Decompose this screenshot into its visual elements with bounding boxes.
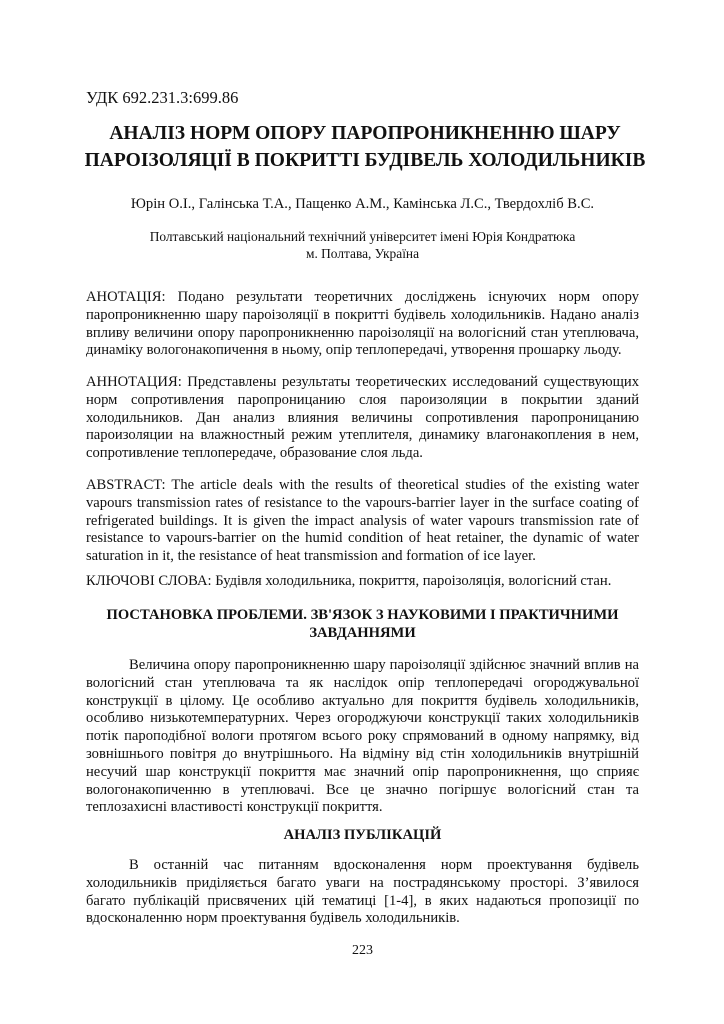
heading-line: ПОСТАНОВКА ПРОБЛЕМИ. ЗВ'ЯЗОК З НАУКОВИМИ І ПРАКТИЧНИМИ bbox=[106, 607, 619, 623]
text-line: паропроникненню шару пароізоляції в покритті будівель холодильників. Надано аналіз bbox=[86, 306, 639, 323]
text-line: АННОТАЦИЯ: Представлены результаты теоретических исследований существующих bbox=[86, 374, 639, 390]
text-line: сопротивление теплопередаче, образование слоя льда. bbox=[86, 445, 423, 462]
affiliation bbox=[86, 229, 639, 262]
text-line: холодильников. Дан анализ влияния величины сопротивления паропроницанию bbox=[86, 409, 639, 426]
text-line: ABSTRACT: The article deals with the results of theoretical studies of the existing water bbox=[86, 477, 639, 493]
text-line: вдосконаленню норм проектування будівель холодильників. bbox=[86, 910, 460, 927]
text-line: зовнішнього повітря до внутрішнього. На відміну від стін холодильників внутрішній bbox=[86, 745, 639, 762]
authors: Юрін О.І., Галінська Т.А., Пащенко А.М., Камінська Л.С., Твердохліб В.С. bbox=[130, 196, 595, 212]
section-heading-publications: АНАЛІЗ ПУБЛІКАЦІЙ bbox=[283, 827, 442, 843]
text-line: несучий шар конструкції покриття має значний опір паропроникнення, що сприяє bbox=[86, 763, 639, 780]
text-line: норм сопротивления паропроницанию слоя пароизоляции в покрытии зданий bbox=[86, 391, 639, 408]
text-line: теплозахисні властивості конструкції покриття. bbox=[86, 799, 383, 816]
text-line: В останній час питанням вдосконалення норм проектування будівель bbox=[129, 857, 639, 873]
page-number: 223 bbox=[352, 943, 373, 958]
text-line: багато публікацій присвячених цій тематиці [1-4], в яких надаються пропозиції по bbox=[86, 892, 639, 909]
text-line: холодильників приділяється багато уваги на пострадянському просторі. З’явилося bbox=[86, 874, 639, 891]
heading-line: ЗАВДАННЯМИ bbox=[309, 624, 416, 641]
text-line: resistance to vapours-barrier on the humid condition of heat retainer, the dynamic of water bbox=[86, 530, 639, 547]
text-line: пароизоляции на влажностный режим утеплителя, динамику влагонакопления в нем, bbox=[86, 427, 639, 444]
section-heading-problem bbox=[86, 607, 639, 643]
text-line: вологісний стан утеплювача та як наслідок опір теплопередачі огороджувальної bbox=[86, 674, 639, 691]
text-line: динаміку вологонакопичення в ньому, опір теплопередачі, утворення прошарку льоду. bbox=[86, 342, 622, 359]
text-line: vapours transmission rates of resistance to the vapours-barrier layer in the surface coating of bbox=[86, 494, 639, 511]
affiliation-university: Полтавський національний технічний університет імені Юрія Кондратюка bbox=[149, 229, 576, 244]
title-line: ПАРОІЗОЛЯЦІЇ В ПОКРИТТІ БУДІВЕЛЬ ХОЛОДИЛЬНИКІВ bbox=[84, 150, 646, 171]
text-line: потік пароподібної вологи протягом всього року спрямований в одному напрямку, від bbox=[86, 728, 639, 745]
abstract-ua bbox=[86, 289, 639, 360]
section-problem-body bbox=[86, 657, 639, 817]
abstract-ru bbox=[86, 374, 639, 463]
affiliation-city: м. Полтава, Україна bbox=[305, 245, 420, 261]
text-line: вологонакопиченню в утеплювачі. Все це значно погіршує вологісний стан та bbox=[86, 781, 639, 798]
abstract-en bbox=[86, 477, 639, 566]
text-line: refrigerated buildings. It is given the impact analysis of water vapours transmission rate of bbox=[86, 512, 639, 529]
text-line: конструкції в цілому. Це особливо актуально для покриття будівель холодильників, bbox=[86, 692, 639, 709]
text-line: АНОТАЦІЯ: Подано результати теоретичних досліджень існуючих норм опору bbox=[86, 289, 639, 305]
keywords: КЛЮЧОВІ СЛОВА: Будівля холодильника, покриття, пароізоляція, вологісний стан. bbox=[86, 573, 612, 589]
text-line: saturation in it, the resistance of heat transmission and formation of ice layer. bbox=[86, 548, 536, 565]
title-line: АНАЛІЗ НОРМ ОПОРУ ПАРОПРОНИКНЕННЮ ШАРУ bbox=[109, 123, 621, 144]
page-title bbox=[70, 120, 660, 174]
text-line: особливо низькотемпературних. Через огороджуючи конструкції таких холодильників bbox=[86, 710, 639, 727]
section-publications-body bbox=[86, 857, 639, 928]
text-line: Величина опору паропроникненню шару пароізоляції здійснює значний вплив на bbox=[129, 657, 639, 673]
text-line: впливу величини опору паропроникненню пароізоляції на вологісний стан утеплювача, bbox=[86, 324, 639, 341]
udc-code: УДК 692.231.3:699.86 bbox=[86, 88, 239, 107]
